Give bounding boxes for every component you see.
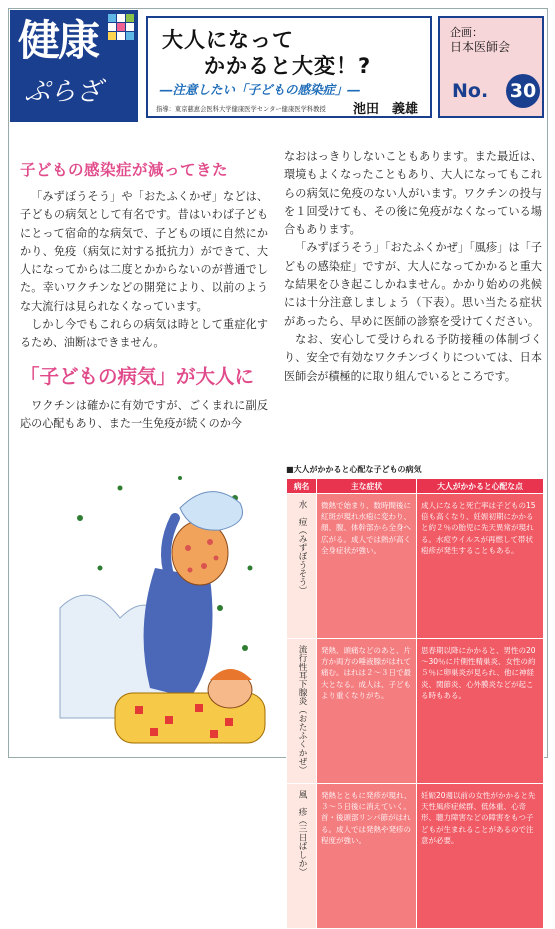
page-title-line2: かかると大変！?: [204, 54, 372, 78]
father-face: [172, 521, 228, 585]
symptoms-cell: 微熱で始まり、数時間後に紅斑が現れ水疱に変わり、顔、腹、体幹部から全身へ広がる。成人では熱が高く全身症状が強い。: [317, 494, 417, 639]
article-left-column: [20, 160, 268, 433]
concern-cell: 妊娠20週以前の女性がかかると先天性風疹症候群、低体重、心奇形、聴力障害などの障害をもつ子どもが生まれることがあるので注意が必要。: [417, 784, 544, 929]
sick-father-and-child-illustration: [60, 458, 270, 754]
issue-label: No.: [452, 80, 489, 102]
paragraph-5: 「みずぼうそう」「おたふくかぜ」「風疹」は「子どもの感染症」ですが、大人になってかかると重大な結果をひき起こしかねません。かかり始めの兆候には十分注意しましょう（下表）。思い当たる症状があったら、早めに医師の診察を受けてください。: [284, 241, 542, 328]
author-name: 池田 義雄: [352, 102, 418, 117]
disease-name-cell: [287, 784, 317, 929]
page-subtitle: ―注意したい「子どもの感染症」―: [160, 82, 361, 97]
logo-squares-decoration: [108, 14, 134, 40]
concern-cell: 成人になると死亡率は子どもの15倍も高くなり、妊娠初期にかかると約２％の胎児に先天異常が現れる。水痘ウイルスが再燃して帯状疱疹が発生することもある。: [417, 494, 544, 639]
section-heading-1: 子どもの感染症が減ってきた: [20, 161, 229, 179]
table-header-row: [287, 479, 544, 494]
issue-box: [438, 16, 544, 118]
table-header: 病名: [287, 479, 317, 494]
disease-name: 流行性耳下腺炎（おたふくかぜ）: [297, 645, 307, 774]
table-row: [287, 784, 544, 929]
paragraph-4: なおはっきりしないこともあります。また最近は、環境もよくなったこともあり、大人になってもこれらの病気に免疫のない人がいます。ワクチンの投与を１回受けても、その後に免疫がなくなっている場合もあります。: [284, 150, 542, 237]
table-row: [287, 494, 544, 639]
issue-number: 30: [506, 74, 540, 108]
paragraph-2: しかし今でもこれらの病気は時として重症化するため、油断はできません。: [20, 318, 268, 350]
organization-name: 日本医師会: [450, 40, 511, 54]
plan-label: 企画：: [450, 26, 483, 39]
father-body: [144, 568, 213, 698]
paragraph-6: なお、安心して受けられる予防接種の体制づくり、安全で有効なワクチンづくりについては、日本医師会が積極的に取り組んでいるところです。: [284, 332, 542, 383]
paragraph-1: 「みずぼうそう」や「おたふくかぜ」などは、子どもの病気として有名です。昔はいわば子どもにとって宿命的な病気で、子どもの頃に自然にかかり、免疫（病気に対する抵抗力）ができて、大人になってからは二度とかからないのが普通でした。幸いワクチンなどの開発により、以前のような大流行は見られなくなっています。: [20, 190, 268, 313]
concern-cell: 思春期以降にかかると、男性の20～30％に片側性精巣炎、女性の約５％に卵巣炎が見られ、他に神経炎、関節炎、心外膜炎などが起こる時もある。: [417, 639, 544, 784]
logo-sub: ぷらざ: [24, 77, 103, 107]
child-hair: [210, 669, 252, 680]
table-title: ■大人がかかると心配な子どもの病気: [286, 465, 422, 474]
table-header: 主な症状: [317, 479, 417, 494]
disease-name: 水 痘（みずぼうそう）: [297, 500, 307, 595]
table-header: 大人がかかると心配な点: [417, 479, 544, 494]
table-row: [287, 639, 544, 784]
page-title-line1: 大人になって: [162, 28, 294, 52]
disease-name-cell: [287, 639, 317, 784]
disease-name-cell: [287, 494, 317, 639]
symptoms-cell: 発熱とともに発疹が現れ、３～５日後に消えていく。首・後頭部リンパ節がはれる。成人では発熱や発疹の程度が強い。: [317, 784, 417, 929]
disease-table: [286, 478, 544, 929]
symptoms-cell: 発熱、頭痛などのあと、片方か両方の唾液腺がはれて痛む。はれは２～３日で最大となる。成人は、子どもより重くなりがち。: [317, 639, 417, 784]
logo-main: 健康: [18, 16, 99, 65]
logo: [10, 10, 138, 122]
section-heading-2: 「子どもの病気」が大人に: [20, 364, 255, 388]
article-right-column: [284, 148, 542, 386]
supervisor-credit: 指導：東京慈恵会医科大学健康医学センター健康医学科教授: [156, 106, 326, 113]
disease-name: 風 疹（三日ばしか）: [297, 790, 307, 876]
title-box: [146, 16, 432, 118]
paragraph-3: ワクチンは確かに有効ですが、ごくまれに副反応の心配もあり、また一生免疫が続くのか今: [20, 398, 268, 430]
